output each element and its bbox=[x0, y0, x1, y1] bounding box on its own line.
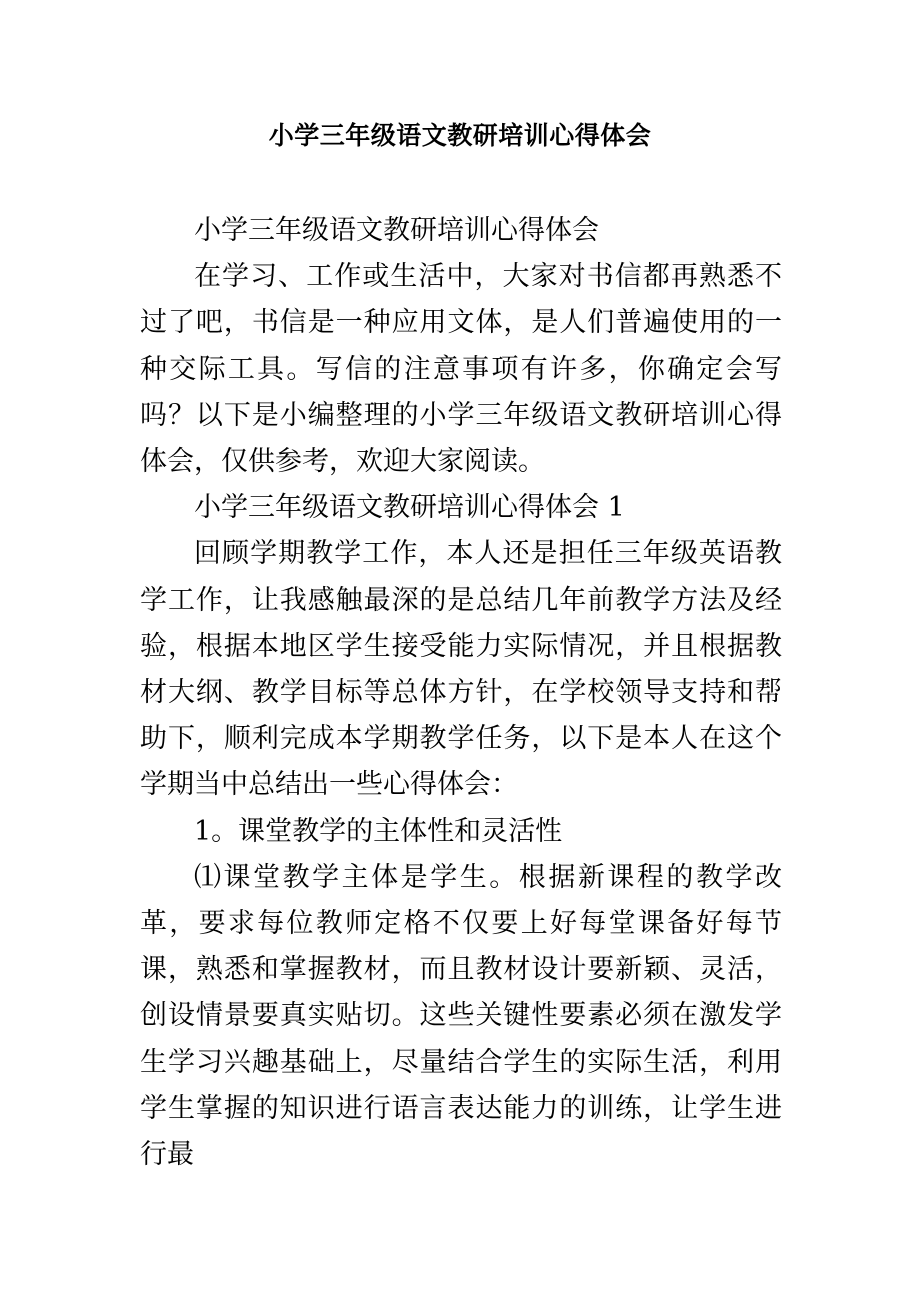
point-1-heading: 1。课堂教学的主体性和灵活性 bbox=[194, 815, 563, 847]
subtitle-paragraph: 小学三年级语文教研培训心得体会 bbox=[194, 215, 599, 246]
review-paragraph: 回顾学期教学工作，本人还是担任三年级英语教学工作，让我感触最深的是总结几年前教学方法及经验，根据本地区学生接受能力实际情况，并且根据教材大纲、教学目标等总体方针，在学校领导支持和帮助下，顺利完成本学期教学任务，以下是本人在这个学期当中总结出一些心得体会： bbox=[140, 538, 782, 801]
section-1-heading: 小学三年级语文教研培训心得体会 1 bbox=[194, 492, 625, 524]
point-1-1-paragraph: ⑴课堂教学主体是学生。根据新课程的教学改革，要求每位教师定格不仅要上好每堂课备好每节课，熟悉和掌握教材，而且教材设计要新颖、灵活，创设情景要真实贴切。这些关键性要素必须在激发学生学习兴趣基础上，尽量结合学生的实际生活，利用学生掌握的知识进行语言表达能力的训练，让学生进行最 bbox=[140, 861, 782, 1171]
intro-paragraph: 在学习、工作或生活中，大家对书信都再熟悉不过了吧，书信是一种应用文体，是人们普遍使用的一种交际工具。写信的注意事项有许多，你确定会写吗？以下是小编整理的小学三年级语文教研培训心得体会，仅供参考，欢迎大家阅读。 bbox=[140, 261, 782, 478]
document-title: 小学三年级语文教研培训心得体会 bbox=[268, 121, 652, 150]
document-body bbox=[140, 208, 782, 1178]
